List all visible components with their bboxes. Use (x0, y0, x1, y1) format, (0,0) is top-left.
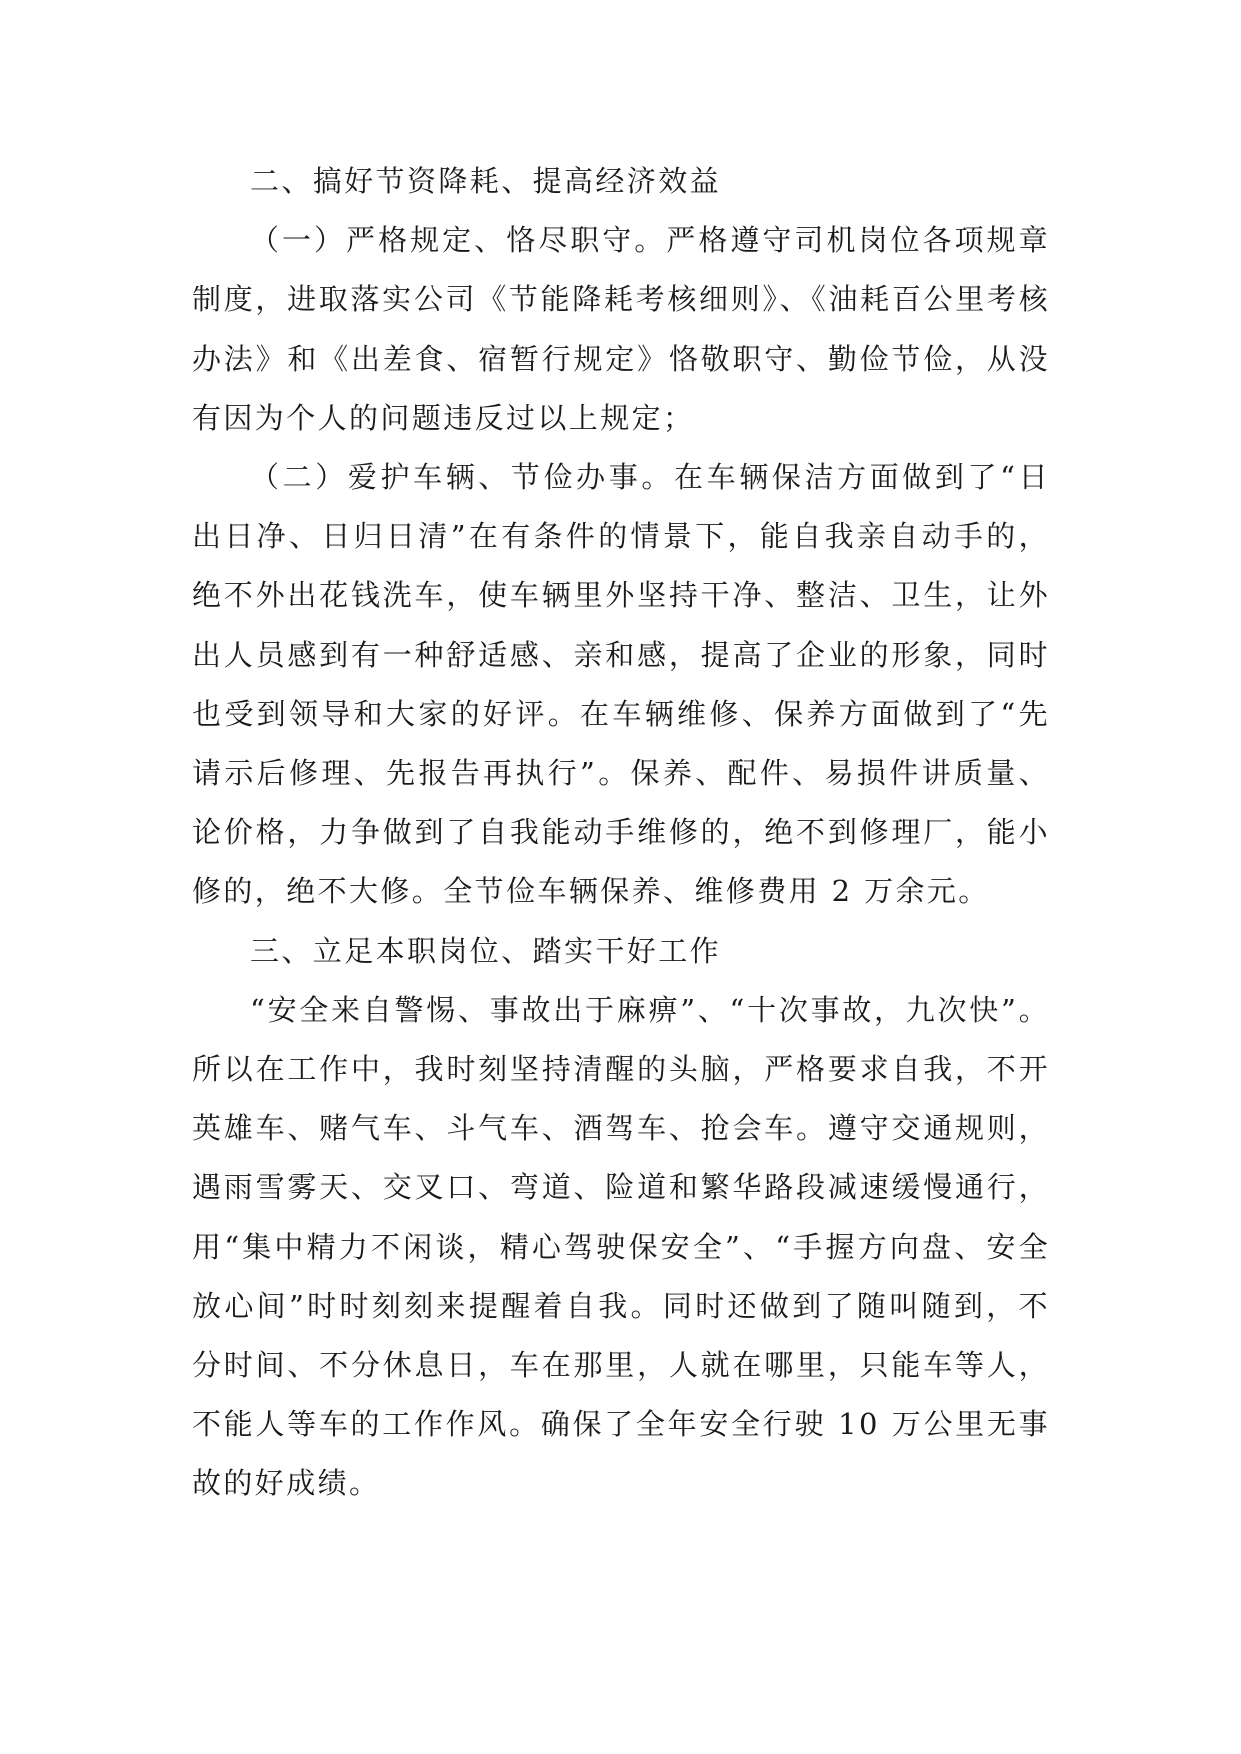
paragraph-safety: “安全来自警惕、事故出于麻痹”、“十次事故，九次快”。所以在工作中，我时刻坚持清醒的头脑，严格要求自我，不开英雄车、赌气车、斗气车、酒驾车、抢会车。遵守交通规则，遇雨雪雾天、交叉口、弯道、险道和繁华路段减速缓慢通行，用“集中精力不闲谈，精心驾驶保安全”、“手握方向盘、安全放心间”时时刻刻来提醒着自我。同时还做到了随叫随到，不分时间、不分休息日，车在那里，人就在哪里，只能车等人，不能人等车的工作作风。确保了全年安全行驶 10 万公里无事故的好成绩。 (192, 992, 1050, 1501)
paragraph-strict-rules: （一）严格规定、恪尽职守。严格遵守司机岗位各项规章制度，进取落实公司《节能降耗考核细则》、《油耗百公里考核办法》和《出差食、宿暂行规定》恪敬职守、勤俭节俭，从没有因为个人的问题违反过以上规定； (192, 223, 1050, 435)
section-heading-three: 三、立足本职岗位、踏实干好工作 (250, 933, 722, 968)
document-body (192, 152, 1050, 1514)
section-heading-two: 二、搞好节资降耗、提高经济效益 (250, 164, 722, 198)
paragraph-vehicle-care: （二）爱护车辆、节俭办事。在车辆保洁方面做到了“日出日净、日归日清”在有条件的情景下，能自我亲自动手的，绝不外出花钱洗车，使车辆里外坚持干净、整洁、卫生，让外出人员感到有一种舒适感、亲和感，提高了企业的形象，同时也受到领导和大家的好评。在车辆维修、保养方面做到了“先请示后修理、先报告再执行”。保养、配件、易损件讲质量、论价格，力争做到了自我能动手维修的，绝不到修理厂，能小修的，绝不大修。全节俭车辆保养、维修费用 2 万余元。 (192, 460, 1050, 909)
